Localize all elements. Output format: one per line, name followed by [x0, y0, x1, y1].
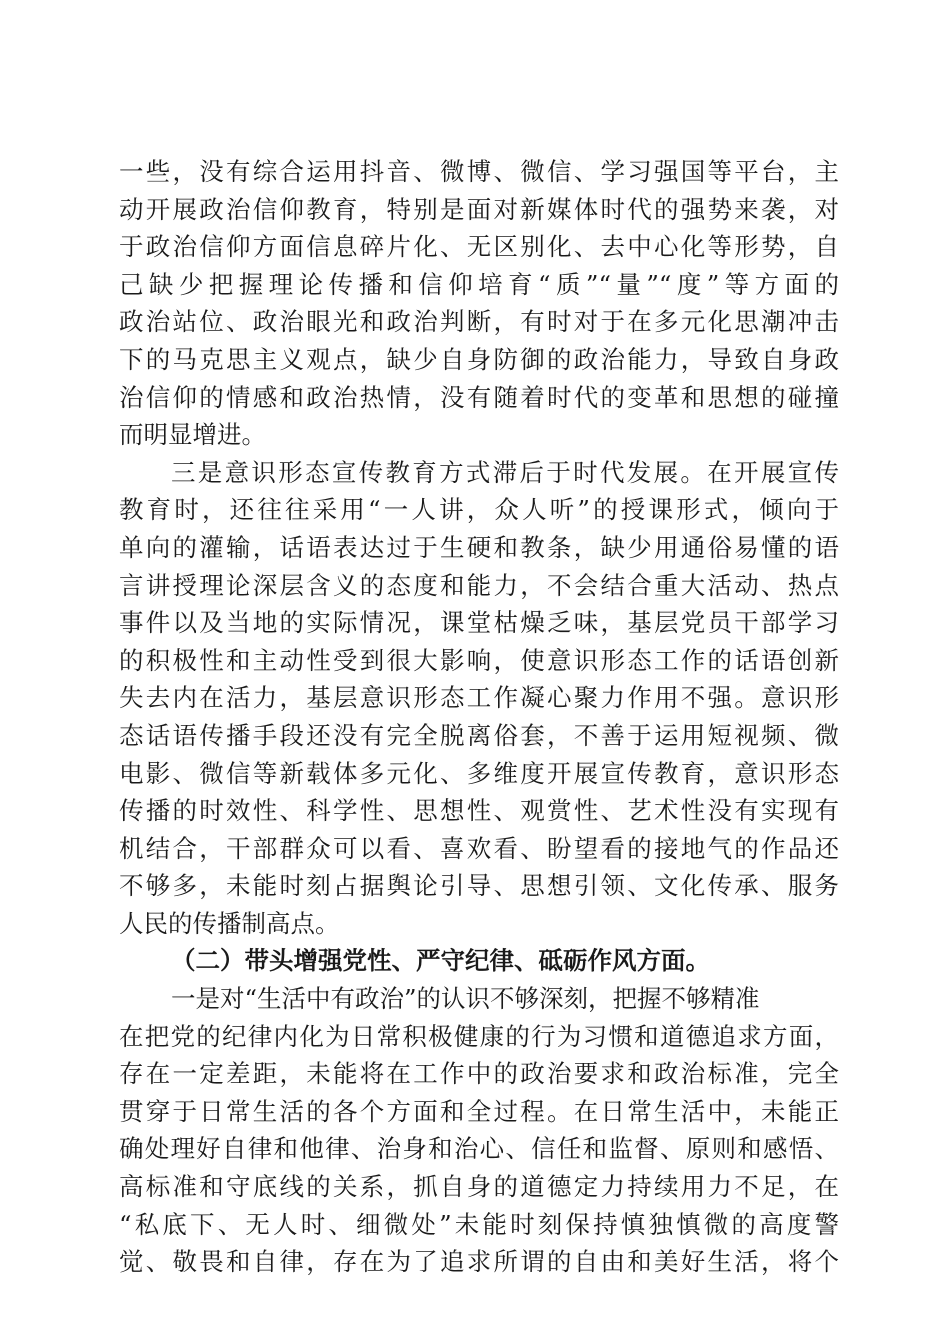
text-line: 教育时，还往往采用“一人讲，众人听”的授课形式，倾向于 — [119, 495, 839, 525]
text-line: 的积极性和主动性受到很大影响，使意识形态工作的话语创新 — [119, 645, 839, 675]
text-line: 存在一定差距，未能将在工作中的政治要求和政治标准，完全 — [119, 1059, 839, 1089]
section-heading: （二）带头增强党性、严守纪律、砥砺作风方面。 — [171, 946, 710, 976]
document-body — [119, 153, 839, 1281]
text-line: 一些，没有综合运用抖音、微博、微信、学习强国等平台，主 — [119, 157, 839, 186]
text-line: 机结合，干部群众可以看、喜欢看、盼望看的接地气的作品还 — [119, 833, 839, 863]
text-line: 电影、微信等新载体多元化、多维度开展宣传教育，意识形态 — [119, 758, 839, 788]
text-line: 而明显增进。 — [119, 420, 266, 450]
text-line: 在把党的纪律内化为日常积极健康的行为习惯和道德追求方面， — [119, 1021, 839, 1051]
text-line: 失去内在活力，基层意识形态工作凝心聚力作用不强。意识形 — [119, 683, 839, 713]
text-line: 单向的灌输，话语表达过于生硬和教条，缺少用通俗易懂的语 — [119, 532, 839, 562]
text-line: 政治站位、政治眼光和政治判断，有时对于在多元化思潮冲击 — [119, 307, 839, 337]
text-line: 高标准和守底线的关系，抓自身的道德定力持续用力不足，在 — [119, 1172, 839, 1202]
text-line: 态话语传播手段还没有完全脱离俗套，不善于运用短视频、微 — [119, 720, 839, 750]
text-line: 治信仰的情感和政治热情，没有随着时代的变革和思想的碰撞 — [119, 382, 839, 412]
text-line: 觉、敬畏和自律，存在为了追求所谓的自由和美好生活，将个 — [119, 1247, 839, 1277]
text-line: “私底下、无人时、细微处”未能时刻保持慎独慎微的高度警 — [119, 1209, 839, 1239]
text-line: 贯穿于日常生活的各个方面和全过程。在日常生活中，未能正 — [119, 1096, 839, 1126]
paragraph-start-line: 三是意识形态宣传教育方式滞后于时代发展。在开展宣传 — [171, 457, 839, 487]
text-line: 动开展政治信仰教育，特别是面对新媒体时代的强势来袭，对 — [119, 194, 839, 224]
text-line: 己缺少把握理论传播和信仰培育“质”“量”“度”等方面的 — [119, 269, 839, 299]
text-line: 不够多，未能时刻占据舆论引导、思想引领、文化传承、服务 — [119, 871, 839, 901]
text-line: 传播的时效性、科学性、思想性、观赏性、艺术性没有实现有 — [119, 796, 839, 826]
text-line: 言讲授理论深层含义的态度和能力，不会结合重大活动、热点 — [119, 570, 839, 600]
text-line: 人民的传播制高点。 — [119, 908, 340, 938]
text-line: 事件以及当地的实际情况，课堂枯燥乏味，基层党员干部学习 — [119, 608, 839, 638]
paragraph-start-line: 一是对“生活中有政治”的认识不够深刻，把握不够精准 — [171, 984, 760, 1014]
text-line: 确处理好自律和他律、治身和治心、信任和监督、原则和感悟、 — [119, 1134, 839, 1164]
text-line: 于政治信仰方面信息碎片化、无区别化、去中心化等形势，自 — [119, 232, 839, 262]
text-line: 下的马克思主义观点，缺少自身防御的政治能力，导致自身政 — [119, 344, 839, 374]
